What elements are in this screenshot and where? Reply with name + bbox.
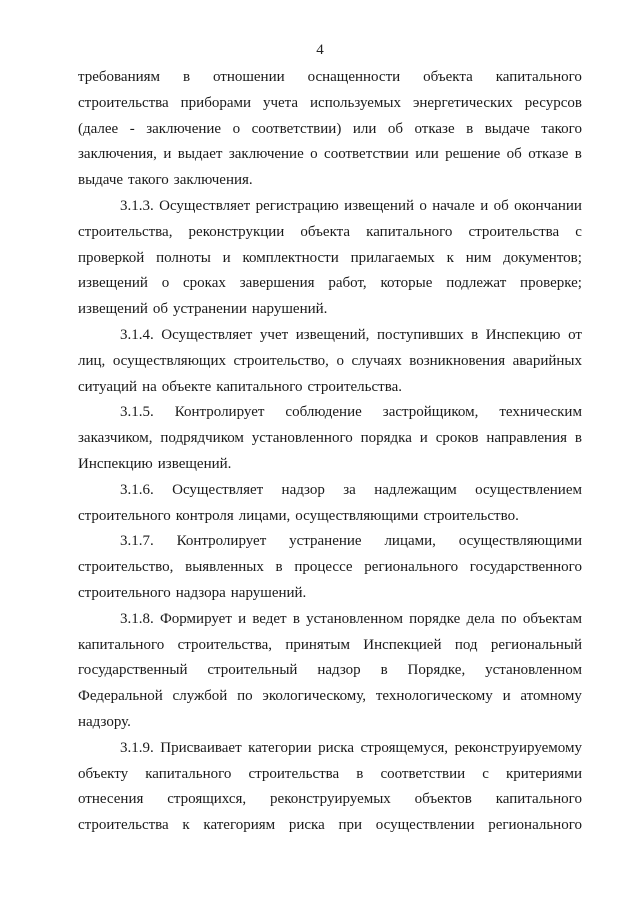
page-number: 4 bbox=[316, 42, 324, 58]
text-line: строительного контроля лицами, осуществляющими строительство. bbox=[78, 507, 519, 524]
text-line: проверкой полноты и комплектности прилагаемых к ним документов; bbox=[78, 249, 582, 266]
text-line: государственный строительный надзор в Порядке, установленном bbox=[78, 662, 582, 679]
text-line: извещений об устранении нарушений. bbox=[78, 301, 328, 318]
text-line: Федеральной службой по экологическому, технологическому и атомному bbox=[78, 688, 582, 705]
text-line: строительства приборами учета используемых энергетических ресурсов bbox=[78, 94, 582, 111]
paragraph bbox=[78, 736, 582, 839]
text-line: отнесения строящихся, реконструируемых объектов капитального bbox=[78, 791, 582, 808]
text-line: извещений о сроках завершения работ, которые подлежат проверке; bbox=[78, 275, 582, 292]
text-line: строительного надзора нарушений. bbox=[78, 584, 307, 601]
text-line: лиц, осуществляющих строительство, о случаях возникновения аварийных bbox=[78, 352, 582, 369]
paragraph bbox=[78, 400, 582, 477]
paragraph bbox=[78, 529, 582, 606]
text-line: 3.1.5. Контролирует соблюдение застройщиком, техническим bbox=[120, 404, 582, 421]
text-line: строительства, реконструкции объекта капитального строительства с bbox=[78, 223, 582, 240]
text-line: (далее - заключение о соответствии) или об отказе в выдаче такого bbox=[78, 120, 582, 137]
text-line: Инспекцию извещений. bbox=[78, 455, 232, 472]
paragraph bbox=[78, 607, 582, 736]
text-line: 3.1.8. Формирует и ведет в установленном порядке дела по объектам bbox=[120, 610, 582, 627]
paragraph bbox=[78, 65, 582, 194]
text-line: выдаче такого заключения. bbox=[78, 172, 253, 189]
text-line: требованиям в отношении оснащенности объекта капитального bbox=[78, 69, 582, 85]
text-line: заказчиком, подрядчиком установленного порядка и сроков направления в bbox=[78, 430, 582, 447]
text-line: 3.1.6. Осуществляет надзор за надлежащим осуществлением bbox=[120, 481, 582, 498]
text-line: строительство, выявленных в процессе регионального государственного bbox=[78, 559, 582, 576]
text-line: 3.1.9. Присваивает категории риска строящемуся, реконструируемому bbox=[120, 739, 582, 756]
text-line: объекту капитального строительства в соответствии с критериями bbox=[78, 765, 582, 782]
text-line: надзору. bbox=[78, 713, 131, 730]
text-line: 3.1.4. Осуществляет учет извещений, поступивших в Инспекцию от bbox=[120, 326, 582, 343]
paragraph bbox=[78, 194, 582, 323]
text-line: 3.1.3. Осуществляет регистрацию извещений о начале и об окончании bbox=[120, 197, 582, 214]
text-line: капитального строительства, принятым Инспекцией под региональный bbox=[78, 636, 582, 653]
text-line: заключения, и выдает заключение о соответствии или решение об отказе в bbox=[78, 146, 582, 163]
text-line: ситуаций на объекте капитального строительства. bbox=[78, 378, 402, 395]
document-body bbox=[78, 65, 582, 839]
text-line: 3.1.7. Контролирует устранение лицами, осуществляющими bbox=[120, 533, 582, 550]
text-line: строительства к категориям риска при осуществлении регионального bbox=[78, 817, 582, 834]
paragraph bbox=[78, 323, 582, 400]
paragraph bbox=[78, 478, 582, 530]
